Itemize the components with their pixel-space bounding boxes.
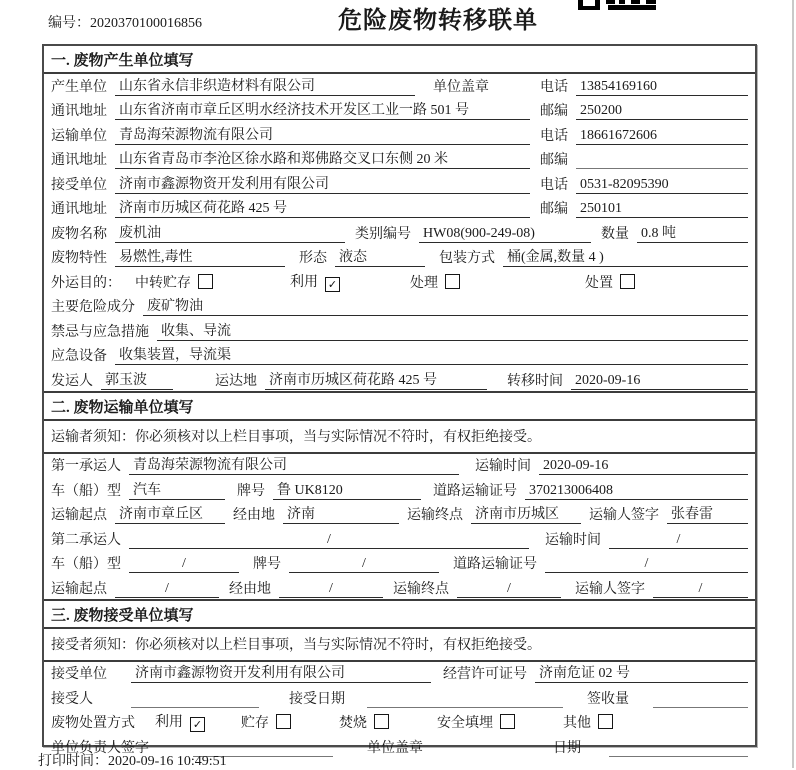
- row-waste-property: [44, 246, 755, 271]
- quantity-label: 数量: [601, 226, 629, 242]
- transporter-zip-group: [540, 149, 748, 169]
- qr-code-icon: [578, 0, 656, 10]
- producer-addr-field: 山东省济南市章丘区明水经济技术开发区工业一路 501 号: [115, 99, 530, 120]
- origin1-field: 济南市章丘区: [115, 503, 225, 524]
- serial-label: 编号：: [48, 16, 90, 31]
- carrier2-field: /: [129, 532, 529, 549]
- transporter-phone-field: 18661672606: [576, 128, 748, 145]
- sign1-label: 运输人签字: [589, 508, 659, 523]
- checkbox-treatment: [445, 274, 460, 289]
- row-emergency-equipment: [44, 344, 755, 369]
- checkbox-disposal-reuse: ✓: [190, 717, 205, 732]
- receiver-phone-group: [540, 174, 748, 194]
- origin2-label: 运输起点: [51, 581, 107, 597]
- transporter-zip-field: [576, 168, 748, 169]
- property-label: 废物特性: [51, 251, 107, 266]
- category-label: 类别编号: [355, 226, 411, 242]
- date-field: [609, 756, 748, 757]
- packing-label: 包装方式: [439, 251, 495, 266]
- row-carrier2: [44, 527, 755, 552]
- permit2-field: /: [545, 556, 748, 573]
- measures-field: 收集、导流: [157, 320, 748, 341]
- waste-name-label: 废物名称: [51, 226, 107, 242]
- unit-seal-label: 单位盖章: [367, 740, 423, 756]
- plate1-field: 鲁 UK8120: [273, 479, 421, 500]
- vehicle1-label: 车（船）型: [51, 483, 121, 499]
- row-consignor: [44, 368, 755, 393]
- section3-notice: 接受者须知：你必须核对以上栏目事项，当与实际情况不符时，有权拒绝接受。: [44, 629, 755, 662]
- waste-name-field: 废机油: [115, 222, 345, 243]
- section1-title: 一. 废物产生单位填写: [44, 46, 755, 74]
- checkbox-disposal-incinerate: [374, 714, 389, 729]
- equipment-field: 收集装置，导流渠: [115, 344, 748, 365]
- producer-label: 产生单位: [51, 79, 107, 95]
- producer-phone-group: [540, 76, 748, 96]
- row-receiver-address: [44, 197, 755, 222]
- purpose-label: 外运目的：: [51, 275, 121, 291]
- hazard-label: 主要危险成分: [51, 300, 135, 315]
- disposal-option-incinerate-label: 焚烧: [339, 716, 367, 731]
- purpose-option-treatment: [410, 272, 460, 292]
- section2-notice: 运输者须知：你必须核对以上栏目事项，当与实际情况不符时，有权拒绝接受。: [44, 421, 755, 454]
- purpose-option-reuse-label: 利用: [290, 274, 318, 290]
- receiver-addr-label: 通讯地址: [51, 202, 107, 217]
- hazard-field: 废矿物油: [143, 295, 748, 316]
- vehicle1-field: 汽车: [129, 479, 225, 500]
- purpose-option-reuse: [290, 271, 340, 292]
- print-time-label: 打印时间：: [38, 754, 108, 769]
- receiver-zip-label: 邮编: [540, 202, 568, 217]
- disposal-option-reuse-label: 利用: [155, 715, 183, 730]
- accept-date-label: 接受日期: [289, 691, 345, 707]
- transporter-addr-field: 山东省青岛市李沧区徐水路和郑佛路交叉口东侧 20 米: [115, 148, 530, 169]
- producer-zip-label: 邮编: [540, 104, 568, 119]
- row-vehicle2: [44, 552, 755, 577]
- producer-name-field: 山东省永信非织造材料有限公司: [115, 75, 415, 96]
- receiver-name-field: 济南市鑫源物资开发利用有限公司: [115, 173, 530, 194]
- print-time-line: [38, 750, 227, 770]
- disposal-option-incinerate: [339, 712, 389, 732]
- accept-date-field: [367, 707, 563, 708]
- form-field: 液态: [335, 246, 425, 267]
- permit1-label: 道路运输证号: [433, 483, 517, 499]
- consignor-label: 发运人: [51, 373, 93, 389]
- end2-label: 运输终点: [393, 581, 449, 597]
- via2-field: /: [279, 581, 383, 598]
- row-emergency-measures: [44, 319, 755, 344]
- disposal-label: 废物处置方式: [51, 716, 135, 731]
- transporter-name-field: 青岛海荣源物流有限公司: [115, 124, 530, 145]
- checkbox-disposal: [620, 274, 635, 289]
- accept-unit-field: 济南市鑫源物资开发利用有限公司: [131, 662, 431, 683]
- producer-zip-field: 250200: [576, 103, 748, 120]
- origin2-field: /: [115, 581, 219, 598]
- time2-field: /: [609, 532, 748, 549]
- disposal-option-store-label: 贮存: [241, 716, 269, 731]
- row-receiver: [44, 172, 755, 197]
- row-route2: [44, 576, 755, 601]
- time1-label: 运输时间: [475, 459, 531, 474]
- transfer-time-label: 转移时间: [507, 373, 563, 389]
- producer-phone-label: 电话: [540, 79, 568, 95]
- receiver-phone-field: 0531-82095390: [576, 177, 748, 194]
- receiver-addr-field: 济南市历城区荷花路 425 号: [115, 197, 530, 218]
- print-time-value: 2020-09-16 10:49:51: [108, 754, 227, 769]
- row-transporter: [44, 123, 755, 148]
- disposal-option-reuse: [155, 711, 205, 732]
- row-waste-name: [44, 221, 755, 246]
- transporter-phone-label: 电话: [540, 128, 568, 144]
- purpose-option-treatment-label: 处理: [410, 275, 438, 291]
- row-producer-address: [44, 99, 755, 124]
- receiver-zip-field: 250101: [576, 201, 748, 218]
- disposal-option-other-label: 其他: [563, 716, 591, 731]
- transporter-zip-label: 邮编: [540, 153, 568, 168]
- via2-label: 经由地: [229, 581, 271, 597]
- acceptor-label: 接受人: [51, 691, 93, 707]
- serial-value: 2020370100016856: [90, 16, 202, 31]
- transfer-time-field: 2020-09-16: [571, 373, 748, 390]
- permit2-label: 道路运输证号: [453, 557, 537, 572]
- received-qty-field: [653, 707, 748, 708]
- form-label: 形态: [299, 251, 327, 266]
- plate1-label: 牌号: [237, 483, 265, 499]
- transporter-addr-label: 通讯地址: [51, 153, 107, 168]
- transporter-label: 运输单位: [51, 128, 107, 144]
- accept-unit-label: 接受单位: [51, 667, 107, 682]
- disposal-option-store: [241, 712, 291, 732]
- destination-label: 运达地: [215, 373, 257, 389]
- end2-field: /: [457, 581, 561, 598]
- sign1-field: 张春雷: [667, 503, 748, 524]
- producer-phone-field: 13854169160: [576, 79, 748, 96]
- equipment-label: 应急设备: [51, 349, 107, 364]
- measures-label: 禁忌与应急措施: [51, 324, 149, 340]
- checkbox-disposal-other: [598, 714, 613, 729]
- end1-label: 运输终点: [407, 508, 463, 523]
- consignor-field: 郭玉波: [101, 369, 173, 390]
- sign2-label: 运输人签字: [575, 581, 645, 597]
- purpose-option-storage-label: 中转贮存: [135, 275, 191, 291]
- row-carrier1: [44, 454, 755, 479]
- receiver-zip-group: [540, 198, 748, 218]
- seal-label: 单位盖章: [433, 79, 489, 95]
- row-main-hazard: [44, 295, 755, 320]
- row-vehicle1: [44, 478, 755, 503]
- section2-title: 二. 废物运输单位填写: [44, 391, 755, 421]
- property-field: 易燃性,毒性: [115, 246, 285, 267]
- license-field: 济南危证 02 号: [535, 662, 748, 683]
- manifest-form: [42, 44, 757, 756]
- plate2-field: /: [289, 556, 439, 573]
- purpose-option-storage: [135, 272, 213, 292]
- date-label: 日期: [553, 740, 581, 756]
- via1-label: 经由地: [233, 508, 275, 523]
- transporter-phone-group: [540, 125, 748, 145]
- purpose-option-disposal-label: 处置: [585, 275, 613, 291]
- time1-field: 2020-09-16: [539, 458, 748, 475]
- checkbox-reuse: ✓: [325, 277, 340, 292]
- origin1-label: 运输起点: [51, 508, 107, 523]
- checkbox-disposal-landfill: [500, 714, 515, 729]
- carrier1-field: 青岛海荣源物流有限公司: [129, 454, 459, 475]
- page-title: 危险废物转移联单: [338, 8, 538, 34]
- end1-field: 济南市历城区: [471, 503, 581, 524]
- received-qty-label: 签收量: [587, 691, 629, 707]
- row-disposal-method: [44, 711, 755, 736]
- time2-label: 运输时间: [545, 532, 601, 548]
- producer-zip-group: [540, 100, 748, 120]
- disposal-option-landfill-label: 安全填埋: [437, 716, 493, 731]
- via1-field: 济南: [283, 503, 399, 524]
- row-transporter-address: [44, 148, 755, 173]
- window-edge-line: [792, 0, 794, 768]
- acceptor-field: [131, 707, 259, 708]
- row-purpose: [44, 270, 755, 295]
- packing-field: 桶(金属,数量 4 ): [503, 246, 748, 267]
- row-acceptor: [44, 686, 755, 711]
- document-header: [0, 0, 796, 42]
- carrier1-label: 第一承运人: [51, 459, 121, 474]
- receiver-label: 接受单位: [51, 177, 107, 193]
- head-sign-label: 单位负责人签字: [51, 740, 149, 756]
- quantity-field: 0.8 吨: [637, 222, 748, 243]
- license-label: 经营许可证号: [443, 667, 527, 682]
- row-producer: [44, 74, 755, 99]
- sign2-field: /: [653, 581, 748, 598]
- vehicle2-label: 车（船）型: [51, 557, 121, 572]
- permit1-field: 370213006408: [525, 483, 748, 500]
- category-code-field: HW08(900-249-08): [419, 226, 591, 243]
- checkbox-transfer-storage: [198, 274, 213, 289]
- plate2-label: 牌号: [253, 557, 281, 572]
- disposal-option-landfill: [437, 712, 515, 732]
- row-accept-unit: [44, 662, 755, 687]
- producer-addr-label: 通讯地址: [51, 104, 107, 119]
- vehicle2-field: /: [129, 556, 239, 573]
- row-route1: [44, 503, 755, 528]
- destination-field: 济南市历城区荷花路 425 号: [265, 369, 487, 390]
- carrier2-label: 第二承运人: [51, 532, 121, 548]
- receiver-phone-label: 电话: [540, 177, 568, 193]
- section3-title: 三. 废物接受单位填写: [44, 599, 755, 629]
- disposal-option-other: [563, 712, 613, 732]
- purpose-option-disposal: [585, 272, 635, 292]
- checkbox-disposal-store: [276, 714, 291, 729]
